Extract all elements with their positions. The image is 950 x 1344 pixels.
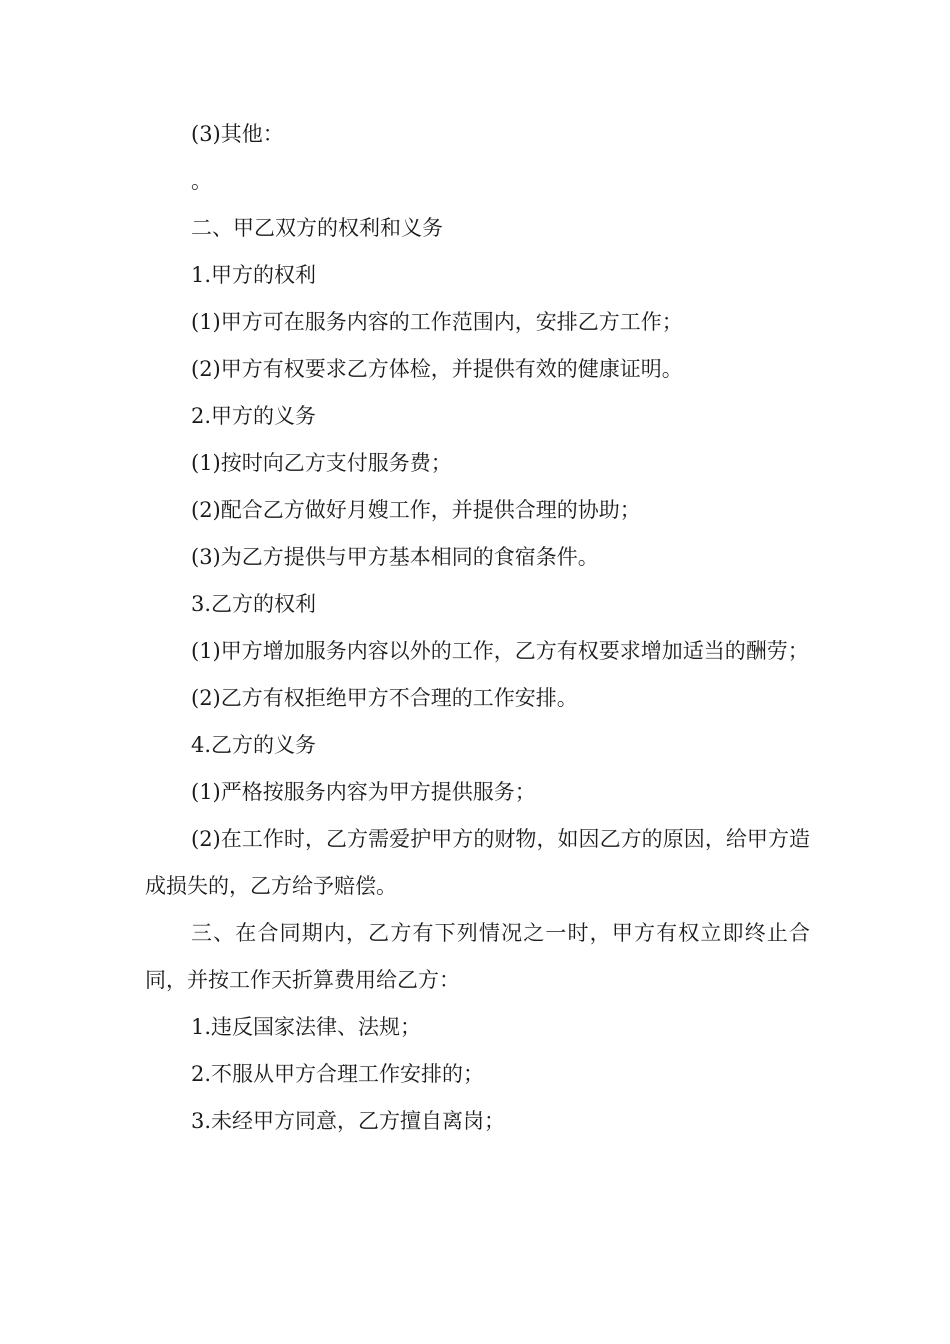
subheading-party-a-obligations: 2.甲方的义务 [191,404,317,428]
list-item: (1)甲方可在服务内容的工作范围内，安排乙方工作； [191,310,683,334]
list-item: (2)在工作时，乙方需爱护甲方的财物，如因乙方的原因，给甲方造成损失的，乙方给予赔偿。 [145,827,810,898]
list-item: 1.违反国家法律、法规； [191,1015,422,1039]
list-item: 3.未经甲方同意，乙方擅自离岗； [191,1109,506,1133]
subheading-party-a-rights: 1.甲方的权利 [191,263,317,287]
document-body [145,111,810,1145]
section-heading-rights-obligations: 二、甲乙双方的权利和义务 [191,216,443,240]
list-item: 2.不服从甲方合理工作安排的； [191,1062,485,1086]
list-item: (1)严格按服务内容为甲方提供服务； [191,780,536,804]
section-heading-termination: 三、在合同期内，乙方有下列情况之一时，甲方有权立即终止合同，并按工作天折算费用给乙方： [145,921,810,992]
subheading-party-b-rights: 3.乙方的权利 [191,592,317,616]
paragraph-other-item: (3)其他： [191,122,284,146]
list-item: (2)乙方有权拒绝甲方不合理的工作安排。 [191,686,578,710]
list-item: (1)按时向乙方支付服务费； [191,451,452,475]
paragraph-blank-period: 。 [191,169,212,193]
list-item: (3)为乙方提供与甲方基本相同的食宿条件。 [191,545,599,569]
list-item: (1)甲方增加服务内容以外的工作，乙方有权要求增加适当的酬劳； [191,639,809,663]
subheading-party-b-obligations: 4.乙方的义务 [191,733,317,757]
list-item: (2)配合乙方做好月嫂工作，并提供合理的协助； [191,498,641,522]
list-item: (2)甲方有权要求乙方体检，并提供有效的健康证明。 [191,357,683,381]
